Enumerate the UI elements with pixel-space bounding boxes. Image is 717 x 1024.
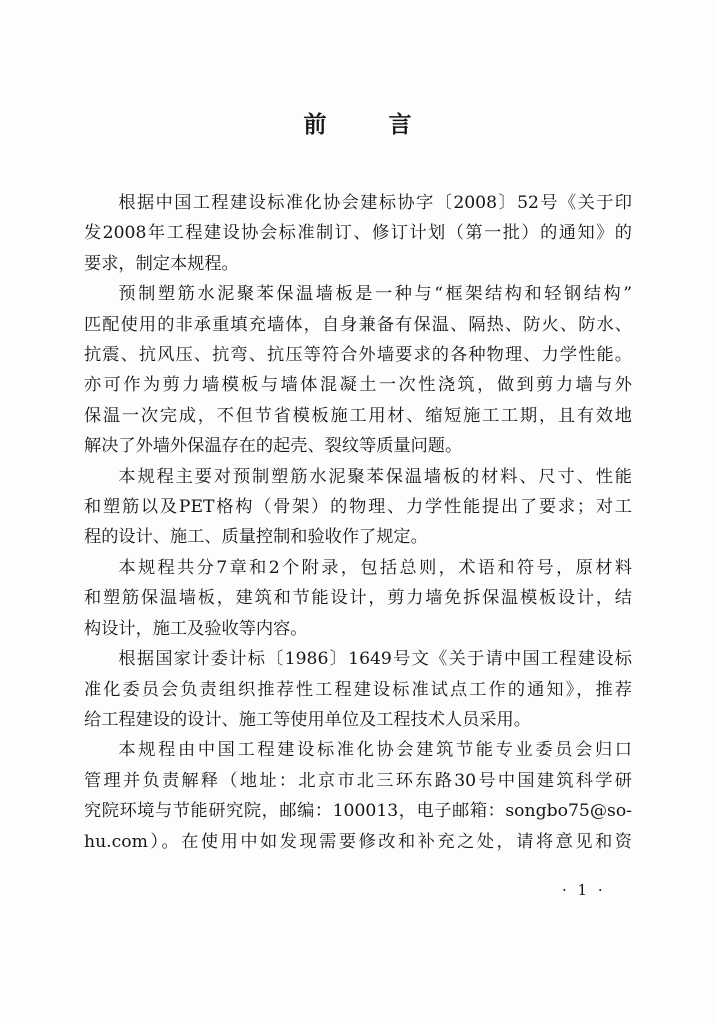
text-line: 管理并负责解释（地址：北京市北三环东路30号中国建筑科学研 <box>84 770 632 791</box>
paragraph-6 <box>84 735 632 857</box>
text-line: 和塑筋保温墙板，建筑和节能设计，剪力墙免拆保温模板设计，结 <box>84 588 632 609</box>
text-line: 给工程建设的设计、施工等使用单位及工程技术人员采用。 <box>84 709 531 730</box>
text-line: 本规程主要对预制塑筋水泥聚苯保温墙板的材料、尺寸、性能 <box>118 466 632 487</box>
paragraph-5 <box>84 644 632 735</box>
text-line: 根据中国工程建设标准化协会建标协字〔2008〕52号《关于印 <box>118 193 632 213</box>
title-char-1: 前 <box>303 112 329 138</box>
text-line: 和塑筋以及PET格构（骨架）的物理、力学性能提出了要求；对工 <box>84 497 632 518</box>
text-line: 解决了外墙外保温存在的起壳、裂纹等质量问题。 <box>84 436 463 457</box>
title-char-2: 言 <box>388 112 414 138</box>
preface-body <box>84 188 632 857</box>
paragraph-1 <box>84 188 632 279</box>
text-line: 亦可作为剪力墙模板与墙体混凝土一次性浇筑，做到剪力墙与外 <box>84 375 632 396</box>
text-line: 本规程由中国工程建设标准化协会建筑节能专业委员会归口 <box>118 740 632 761</box>
text-line: 准化委员会负责组织推荐性工程建设标准试点工作的通知》，推荐 <box>84 679 632 700</box>
text-line: hu.com）。在使用中如发现需要修改和补充之处，请将意见和资 <box>84 831 632 852</box>
page-title <box>0 106 717 139</box>
page-number: · 1 · <box>562 881 606 899</box>
text-line: 抗震、抗风压、抗弯、抗压等符合外墙要求的各种物理、力学性能。 <box>84 345 632 366</box>
paragraph-4 <box>84 553 632 644</box>
text-line: 发2008年工程建设协会标准制订、修订计划（第一批）的通知》的 <box>84 223 632 244</box>
paragraph-3 <box>84 462 632 553</box>
text-line: 本规程共分7章和2个附录，包括总则，术语和符号，原材料 <box>118 557 632 578</box>
text-line: 根据国家计委计标〔1986〕1649号文《关于请中国工程建设标 <box>118 649 632 670</box>
text-line: 预制塑筋水泥聚苯保温墙板是一种与“框架结构和轻钢结构” <box>118 284 632 305</box>
text-line: 构设计，施工及验收等内容。 <box>84 618 308 639</box>
text-line: 保温一次完成，不但节省模板施工用材、缩短施工工期，且有效地 <box>84 405 632 426</box>
paragraph-2 <box>84 279 632 461</box>
text-line: 要求，制定本规程。 <box>84 253 239 274</box>
text-line: 究院环境与节能研究院，邮编：100013，电子邮箱：songbo75@so- <box>84 801 632 822</box>
text-line: 匹配使用的非承重填充墙体，自身兼备有保温、隔热、防火、防水、 <box>84 314 632 335</box>
text-line: 程的设计、施工、质量控制和验收作了规定。 <box>84 527 428 548</box>
